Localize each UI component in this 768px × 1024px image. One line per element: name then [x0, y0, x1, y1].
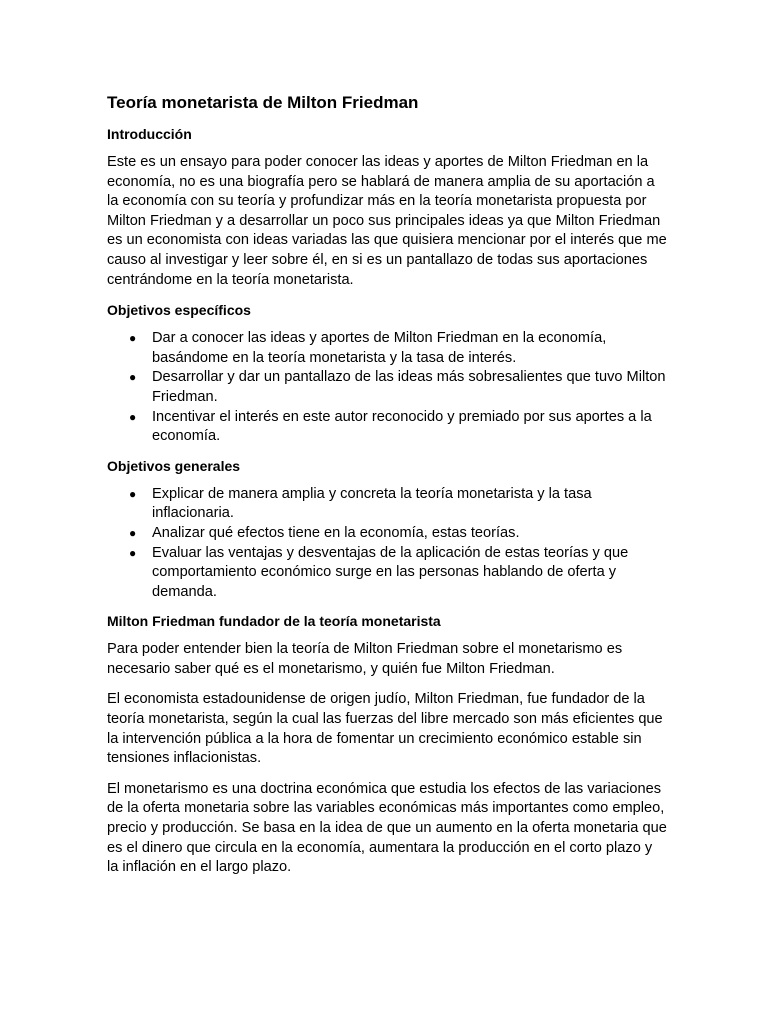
founder-paragraph: El monetarismo es una doctrina económica que estudia los efectos de las variaciones de la oferta monetaria sobre las variables económicas más importantes como empleo, precio y producción. Se basa en la idea de que un aumento en la oferta monetaria que es el dinero que circula en la economía, aumentara la producción en el corto plazo y la inflación en el largo plazo. — [107, 780, 667, 876]
founder-heading: Milton Friedman fundador de la teoría monetarista — [107, 613, 441, 630]
list-item — [107, 329, 667, 368]
list-item — [107, 485, 667, 524]
specific-objectives-list — [107, 329, 667, 447]
founder-paragraph: El economista estadounidense de origen judío, Milton Friedman, fue fundador de la teoría monetarista, según la cual las fuerzas del libre mercado son más eficientes que la intervención pública a la hora de fomentar un crecimiento económico estable sin tensiones inflacionistas. — [107, 691, 663, 767]
list-item-text: Explicar de manera amplia y concreta la teoría monetarista y la tasa inflacionaria. — [152, 485, 592, 522]
bullet-icon: ● — [129, 370, 137, 385]
list-item-text: Evaluar las ventajas y desventajas de la aplicación de estas teorías y que comportamiento económico surge en las personas hablando de oferta y demanda. — [152, 544, 629, 600]
bullet-icon: ● — [129, 525, 137, 540]
bullet-icon: ● — [129, 409, 137, 424]
general-objectives-list — [107, 485, 667, 603]
list-item-text: Dar a conocer las ideas y aportes de Milton Friedman en la economía, basándome en la teoría monetarista y la tasa de interés. — [152, 330, 607, 366]
list-item — [107, 544, 667, 603]
list-item-text: Desarrollar y dar un pantallazo de las ideas más sobresalientes que tuvo Milton Friedman. — [152, 369, 666, 405]
intro-paragraph: Este es un ensayo para poder conocer las ideas y aportes de Milton Friedman en la economía, no es una biografía pero se hablará de manera amplia de su aportación a la economía con su teoría y profundizar más en la teoría monetarista propuesta por Milton Friedman y a desarrollar un poco sus principales ideas ya que Milton Friedman es un economista con ideas variadas las que quisiera mencionar por el interés que me causo al investigar y leer sobre él, en si es un pantallazo de todas sus aportaciones centrándome en la teoría monetarista. — [107, 154, 667, 288]
list-item-text: Incentivar el interés en este autor reconocido y premiado por sus aportes a la economía. — [152, 408, 652, 445]
list-item — [107, 524, 667, 544]
document-title: Teoría monetarista de Milton Friedman — [107, 93, 419, 112]
list-item-text: Analizar qué efectos tiene en la economía, estas teorías. — [152, 524, 520, 541]
intro-heading: Introducción — [107, 126, 192, 142]
list-item — [107, 408, 667, 447]
bullet-icon: ● — [129, 486, 137, 501]
founder-paragraph: Para poder entender bien la teoría de Milton Friedman sobre el monetarismo es necesario saber qué es el monetarismo, y quién fue Milton Friedman. — [107, 641, 623, 677]
bullet-icon: ● — [129, 545, 137, 560]
general-objectives-heading: Objetivos generales — [107, 457, 241, 474]
list-item — [107, 368, 667, 407]
bullet-icon: ● — [129, 331, 137, 346]
specific-objectives-heading: Objetivos específicos — [107, 302, 251, 319]
document-page — [107, 92, 667, 889]
